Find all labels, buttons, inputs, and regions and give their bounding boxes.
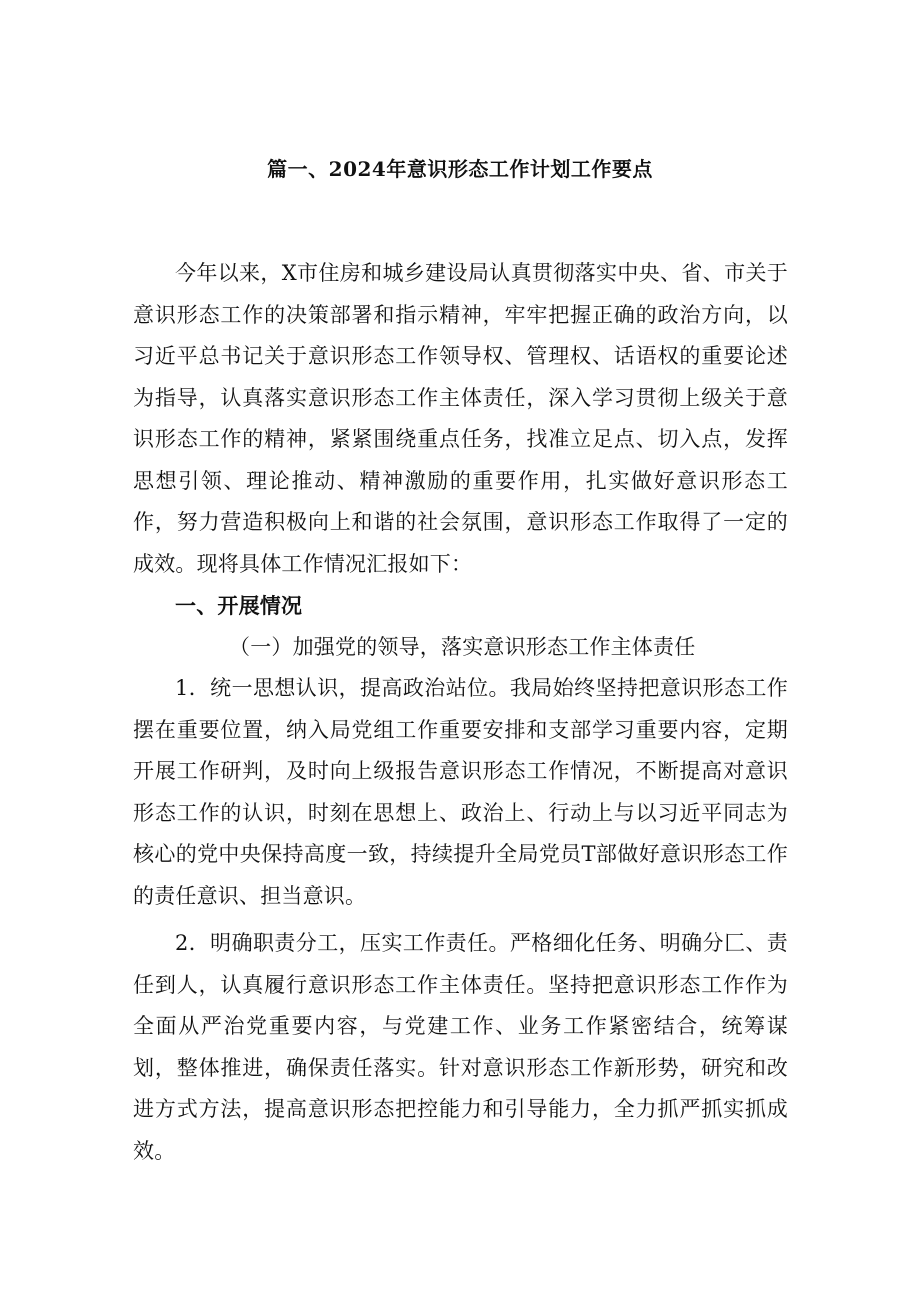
document-title: 篇一、2024年意识形态工作计划工作要点 [267,157,653,181]
document-body [133,253,788,1172]
point-1-paragraph: 1．统一思想认识，提高政治站位。我局始终坚持把意识形态工作摆在重要位置，纳入局党组工作重要安排和支部学习重要内容，定期开展工作研判，及时向上级报告意识形态工作情况，不断提高对意识形态工作的认识，时刻在思想上、政治上、行动上与以习近平同志为核心的党中央保持高度一致，持续提升全局党员T部做好意识形态工作的责任意识、担当意识。 [133,676,788,908]
subsection-heading: （一）加强党的领导，落实意识形态工作主体责任 [229,634,696,659]
section-heading: 一、开展情况 [175,593,303,618]
point-2-paragraph: 2．明确职责分工，压实工作责任。严格细化任务、明确分匚、责任到人，认真履行意识形态工作主体责任。坚持把意识形态工作作为全面从严治党重要内容，与党建工作、业务工作紧密结合，统筹谋划，整体推进，确保责任落实。针对意识形态工作新形势，研究和改进方式方法，提高意识形态把控能力和引导能力，全力抓严抓实抓成效。 [133,931,788,1163]
intro-paragraph: 今年以来，X市住房和城乡建设局认真贯彻落实中央、省、市关于意识形态工作的决策部署和指示精神，牢牢把握正确的政治方向，以习近平总书记关于意识形态工作领导权、管理权、话语权的重要论述为指导，认真落实意识形态工作主体责任，深入学习贯彻上级关于意识形态工作的精神，紧紧围绕重点任务，找准立足点、切入点，发挥思想引领、理论推动、精神激励的重要作用，扎实做好意识形态工作，努力营造积极向上和谐的社会氛围，意识形态工作取得了一定的成效。现将具体工作情况汇报如下： [133,261,788,576]
